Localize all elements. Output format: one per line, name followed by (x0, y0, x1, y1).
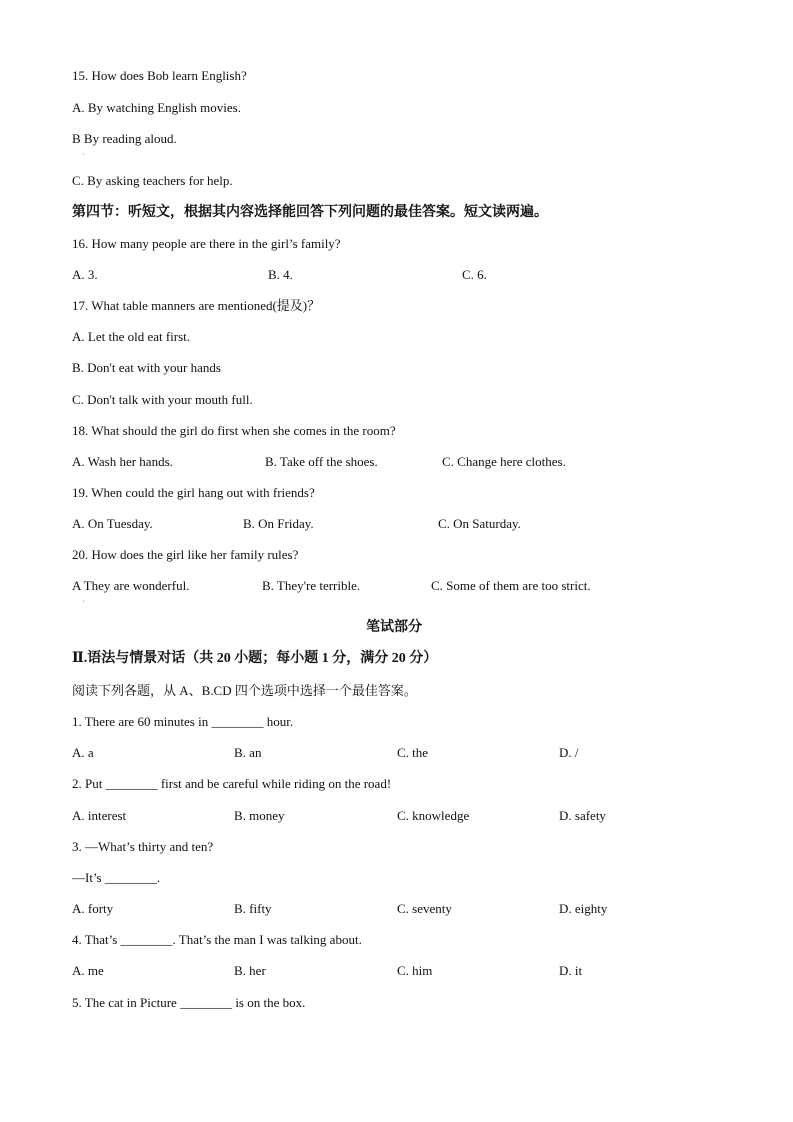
answer-option: A. a (72, 745, 94, 760)
answer-option: B. 4. (268, 267, 293, 282)
scan-dot: · (82, 150, 85, 159)
line-text: —It’s ________. (72, 870, 161, 885)
answer-option: A. me (72, 963, 104, 978)
answer-option: B By reading aloud. (72, 131, 177, 146)
answer-option: B. On Friday. (243, 516, 314, 531)
answer-option: C. him (397, 963, 433, 978)
answer-option: A. By watching English movies. (72, 100, 241, 115)
line-text: 第四节：听短文，根据其内容选择能回答下列问题的最佳答案。短文读两遍。 (72, 205, 548, 220)
answer-option: C. Some of them are too strict. (431, 578, 591, 593)
answer-option: C. Don't talk with your mouth full. (72, 392, 253, 407)
line-text: 1. There are 60 minutes in ________ hour. (72, 714, 294, 729)
answer-option: B. Don't eat with your hands (72, 360, 221, 375)
answer-option: A. Let the old eat first. (72, 329, 191, 344)
answer-option: C. the (397, 745, 429, 760)
answer-option: C. On Saturday. (438, 516, 521, 531)
answer-option: A. interest (72, 808, 127, 823)
answer-option: B. her (234, 963, 266, 978)
answer-option: B. They're terrible. (262, 578, 361, 593)
answer-option: C. 6. (462, 267, 487, 282)
answer-option: D. / (559, 745, 579, 760)
answer-option: C. knowledge (397, 808, 470, 823)
answer-option: B. Take off the shoes. (265, 454, 378, 469)
answer-option: C. By asking teachers for help. (72, 173, 233, 188)
line-text: 15. How does Bob learn English? (72, 68, 247, 83)
answer-option: B. fifty (234, 901, 272, 916)
scan-dot: · (82, 597, 85, 606)
answer-option: A. On Tuesday. (72, 516, 153, 531)
answer-option: C. seventy (397, 901, 452, 916)
answer-option: A. forty (72, 901, 114, 916)
line-text: 4. That’s ________. That’s the man I was talking about. (72, 932, 362, 947)
answer-option: B. an (234, 745, 262, 760)
line-text: 16. How many people are there in the girl’s family? (72, 236, 341, 251)
answer-option: B. money (234, 808, 285, 823)
line-text: 18. What should the girl do first when she comes in the room? (72, 423, 396, 438)
line-text: 17. What table manners are mentioned(提及)？ (72, 298, 321, 313)
line-text: 阅读下列各题，从 A、B.CD 四个选项中选择一个最佳答案。 (72, 683, 417, 698)
answer-option: C. Change here clothes. (442, 454, 566, 469)
answer-option: D. eighty (559, 901, 608, 916)
line-text: 20. How does the girl like her family rules? (72, 547, 299, 562)
line-text: 3. —What’s thirty and ten? (72, 839, 214, 854)
answer-option: A. Wash her hands. (72, 454, 173, 469)
answer-option: D. it (559, 963, 583, 978)
answer-option: D. safety (559, 808, 606, 823)
line-text: 笔试部分 (366, 620, 422, 635)
line-text: 19. When could the girl hang out with friends? (72, 485, 315, 500)
line-text: Ⅱ.语法与情景对话（共 20 小题；每小题 1 分，满分 20 分） (72, 651, 438, 666)
answer-option: A. 3. (72, 267, 98, 282)
line-text: 2. Put ________ first and be careful while riding on the road! (72, 776, 392, 791)
line-text: 5. The cat in Picture ________ is on the box. (72, 995, 306, 1010)
answer-option: A They are wonderful. (72, 578, 190, 593)
